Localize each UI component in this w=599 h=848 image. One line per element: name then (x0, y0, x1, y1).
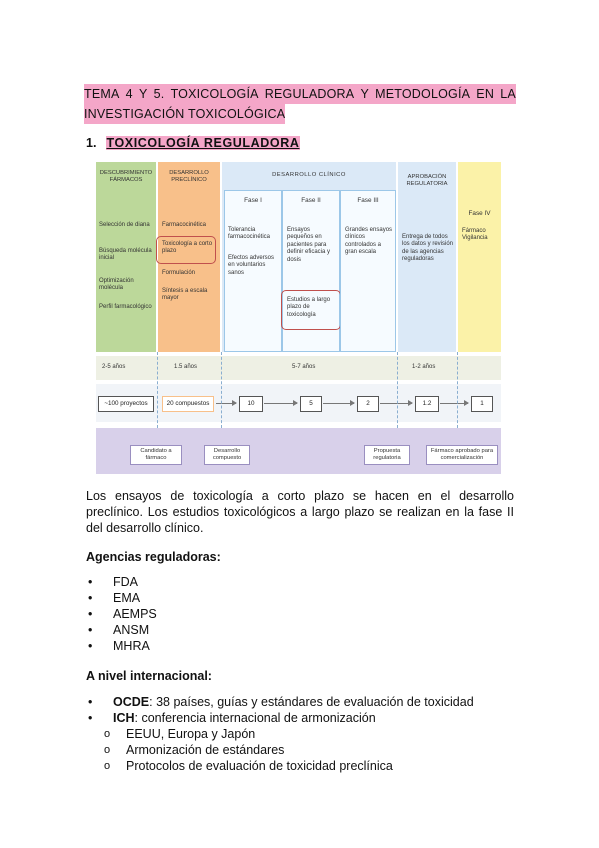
divider (157, 352, 158, 428)
milestone-tag: Propuesta regulatoria (364, 445, 410, 465)
preclinical-heading: DESARROLLO PRECLÍNICO (169, 170, 209, 183)
count-box: 1.2 (415, 396, 439, 412)
term: OCDE (113, 695, 150, 709)
clinical-heading: DESARROLLO CLÍNICO (272, 172, 346, 178)
list-item: • ANSM (86, 622, 157, 638)
sub-list-item: o EEUU, Europa y Japón (86, 726, 526, 742)
phase-2-title: Fase II (301, 197, 321, 204)
phase-item: Efectos adversos en voluntarios sanos (228, 255, 275, 276)
arrow-icon (380, 403, 412, 404)
preclinical-item: Farmacocinética (162, 222, 207, 228)
title-line-2: INVESTIGACIÓN TOXICOLÓGICA (84, 104, 285, 124)
arrow-icon (264, 403, 297, 404)
discovery-item: Selección de diana (99, 222, 150, 228)
phase-4-item: Fármaco Vigilancia (462, 228, 488, 242)
section-title: TOXICOLOGÍA REGULADORA (106, 136, 300, 150)
body-paragraph: Los ensayos de toxicología a corto plazo se hacen en el desarrollo preclínico. Los estudios toxicológicos a largo plazo se realizan en la fase II del desarrollo clínico. (86, 489, 514, 535)
phase-item: Grandes ensayos clínicos controlados a gran escala (345, 227, 393, 256)
list-item: • ICH: conferencia internacional de armonización o EEUU, Europa y Japón o Armonización de estándares o Protocolos de evaluación de toxicidad preclínica (86, 710, 526, 774)
list-item: • FDA (86, 574, 157, 590)
approval-column (398, 162, 456, 352)
sub-list (86, 726, 526, 774)
phase-4-column (458, 162, 501, 352)
preclinical-item: Síntesis a escala mayor (162, 288, 208, 302)
approval-heading: APROBACIÓN REGULATORIA (406, 174, 448, 187)
discovery-item: Perfil farmacológico (99, 304, 152, 310)
clinical-column (222, 162, 396, 352)
milestone-tag: Fármaco aprobado para comercialización (426, 445, 498, 465)
document-title (84, 84, 516, 124)
phase-3-title: Fase III (357, 197, 379, 204)
discovery-column (96, 162, 156, 352)
international-list (86, 694, 526, 774)
discovery-heading: DESCUBRIMIENTO FÁRMACOS (99, 170, 153, 183)
count-box: ~100 proyectos (98, 396, 154, 412)
section-number: 1. (86, 136, 97, 150)
agencies-list (86, 574, 157, 654)
milestone-tag: Candidato a fármaco (130, 445, 182, 465)
phase-4-title: Fase IV (468, 210, 491, 217)
preclinical-item: Toxicología a corto plazo (162, 241, 213, 255)
agencies-heading: Agencias reguladoras: (86, 550, 221, 564)
list-item: • AEMPS (86, 606, 157, 622)
discovery-item: Optimización molécula (99, 278, 134, 292)
preclinical-item: Formulación (162, 270, 196, 276)
sub-list-item: o Armonización de estándares (86, 742, 526, 758)
count-box: 20 compuestos (162, 396, 214, 412)
phase-3-panel (340, 190, 396, 352)
phase-item: Ensayos pequeños en pacientes para definir eficacia y dosis (287, 227, 331, 263)
list-item: • OCDE: 38 países, guías y estándares de evaluación de toxicidad (86, 694, 526, 710)
count-box: 1 (471, 396, 493, 412)
approval-item: Entrega de todos los datos y revisión de las agencias reguladoras (402, 234, 454, 263)
international-heading: A nivel internacional: (86, 669, 212, 683)
divider (221, 352, 222, 428)
phase-2-panel (282, 190, 340, 352)
drug-development-diagram (96, 162, 501, 474)
arrow-icon (440, 403, 468, 404)
arrow-icon (216, 403, 236, 404)
count-box: 2 (357, 396, 379, 412)
phase-1-panel (224, 190, 282, 352)
duration-label: 2-5 años (102, 364, 126, 370)
phase-item: Tolerancia farmacocinética (228, 227, 271, 241)
divider (457, 352, 458, 428)
list-item: • EMA (86, 590, 157, 606)
term: ICH (113, 711, 135, 725)
divider (397, 352, 398, 428)
duration-label: 1.5 años (174, 364, 198, 370)
title-line-1: TEMA 4 Y 5. TOXICOLOGÍA REGULADORA Y METODOLOGÍA EN LA (84, 84, 516, 104)
phase-item: Estudios a largo plazo de toxicología (287, 297, 331, 318)
discovery-item: Búsqueda molécula inicial (99, 248, 152, 262)
duration-label: 1-2 años (412, 364, 436, 370)
list-item: • MHRA (86, 638, 157, 654)
count-box: 10 (239, 396, 263, 412)
milestone-tag: Desarrollo compuesto (204, 445, 250, 465)
phase-1-title: Fase I (244, 197, 262, 204)
sub-list-item: o Protocolos de evaluación de toxicidad preclínica (86, 758, 526, 774)
arrow-icon (323, 403, 354, 404)
section-heading (86, 136, 300, 150)
preclinical-column (158, 162, 220, 352)
duration-label: 5-7 años (292, 364, 316, 370)
count-box: 5 (300, 396, 322, 412)
